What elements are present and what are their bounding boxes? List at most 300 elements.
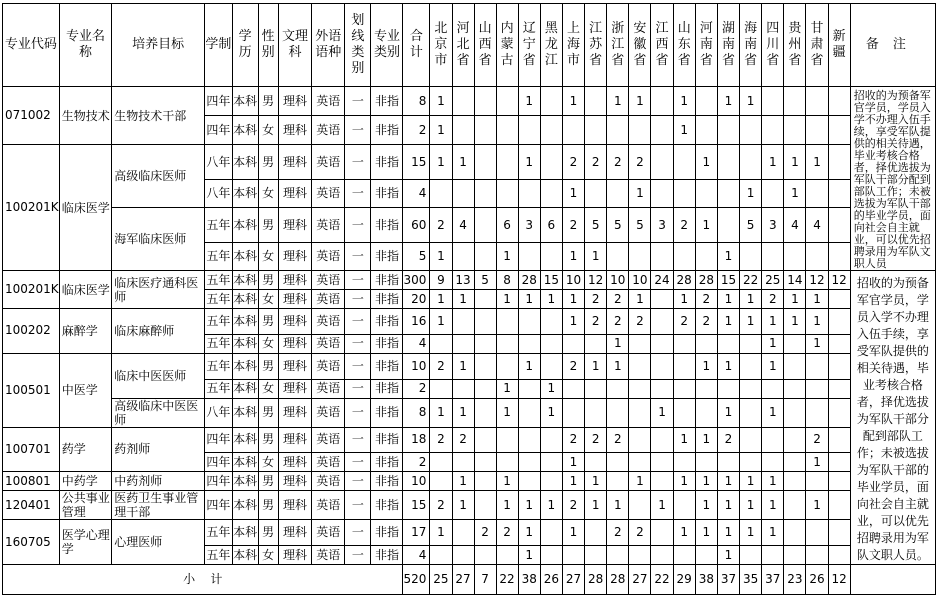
- header-province: 贵州省: [784, 4, 806, 87]
- province-count-cell: 1: [562, 472, 584, 491]
- province-count-cell: 4: [806, 208, 828, 243]
- notes-cell: 招收的为预备军官学员，学员入学不办理入伍手续，享受军队提供的相关待遇，毕业考核合格者，择优选拔为军队干部分配到部队工作；未被选拔为军队干部的毕业学员，面向社会自主就业，可以优先招聘录用为军队文职人员: [850, 87, 935, 271]
- province-count-cell: [496, 546, 518, 565]
- province-count-cell: [651, 520, 673, 546]
- cutoff-cell: 一: [345, 353, 371, 379]
- province-count-cell: [562, 334, 584, 353]
- province-count-cell: 25: [762, 271, 784, 290]
- track-cell: 理科: [278, 453, 312, 472]
- province-count-cell: [651, 334, 673, 353]
- degree-cell: 本科: [232, 87, 258, 116]
- province-count-cell: [806, 180, 828, 208]
- header-province: 河北省: [452, 4, 474, 87]
- province-count-cell: [784, 453, 806, 472]
- province-count-cell: 2: [585, 427, 607, 453]
- province-count-cell: 1: [717, 290, 739, 309]
- province-count-cell: 1: [430, 290, 452, 309]
- province-count-cell: [784, 427, 806, 453]
- track-cell: 理科: [278, 180, 312, 208]
- province-count-cell: [740, 116, 762, 145]
- degree-cell: 本科: [232, 271, 258, 290]
- province-count-cell: 1: [452, 491, 474, 520]
- province-count-cell: 1: [562, 290, 584, 309]
- province-count-cell: [585, 334, 607, 353]
- province-count-cell: [452, 453, 474, 472]
- province-count-cell: [828, 453, 850, 472]
- province-count-cell: [474, 546, 496, 565]
- degree-cell: 本科: [232, 180, 258, 208]
- header-province: 新疆: [828, 4, 850, 87]
- province-count-cell: [540, 243, 562, 271]
- province-count-cell: [474, 379, 496, 398]
- header-cutoff: 划线类别: [345, 4, 371, 87]
- total-cell: 5: [403, 243, 430, 271]
- province-count-cell: [806, 87, 828, 116]
- province-count-cell: [585, 116, 607, 145]
- province-count-cell: [496, 353, 518, 379]
- province-count-cell: [673, 180, 695, 208]
- category-cell: 非指: [371, 208, 403, 243]
- language-cell: 英语: [312, 520, 345, 546]
- province-count-cell: [651, 472, 673, 491]
- header-goal: 培养目标: [112, 4, 205, 87]
- track-cell: 理科: [278, 309, 312, 335]
- subtotal-province-cell: 35: [740, 565, 762, 595]
- province-count-cell: 1: [562, 520, 584, 546]
- cutoff-cell: 一: [345, 87, 371, 116]
- language-cell: 英语: [312, 290, 345, 309]
- province-count-cell: [695, 334, 717, 353]
- length-cell: 四年: [205, 116, 233, 145]
- subtotal-province-cell: 28: [607, 565, 629, 595]
- total-cell: 20: [403, 290, 430, 309]
- table-row: [3, 87, 936, 116]
- province-count-cell: 1: [673, 87, 695, 116]
- province-count-cell: [540, 353, 562, 379]
- table-row: [3, 427, 936, 453]
- province-count-cell: 1: [607, 87, 629, 116]
- subtotal-province-cell: 37: [717, 565, 739, 595]
- header-province: 江苏省: [585, 4, 607, 87]
- province-count-cell: 1: [430, 116, 452, 145]
- province-count-cell: [806, 379, 828, 398]
- category-cell: 非指: [371, 334, 403, 353]
- province-count-cell: 1: [496, 472, 518, 491]
- subtotal-province-cell: 38: [695, 565, 717, 595]
- province-count-cell: [784, 379, 806, 398]
- major-code-cell: 100201K: [3, 271, 60, 309]
- province-count-cell: [607, 546, 629, 565]
- province-count-cell: 1: [430, 309, 452, 335]
- province-count-cell: [717, 116, 739, 145]
- language-cell: 英语: [312, 334, 345, 353]
- province-count-cell: 1: [806, 309, 828, 335]
- province-count-cell: 2: [430, 353, 452, 379]
- training-goal-cell: 中药剂师: [112, 472, 205, 491]
- header-province: 四川省: [762, 4, 784, 87]
- province-count-cell: [828, 472, 850, 491]
- province-count-cell: [828, 491, 850, 520]
- province-count-cell: 1: [740, 290, 762, 309]
- province-count-cell: 24: [651, 271, 673, 290]
- province-count-cell: 1: [740, 180, 762, 208]
- province-count-cell: [585, 453, 607, 472]
- cutoff-cell: 一: [345, 116, 371, 145]
- province-count-cell: 1: [452, 353, 474, 379]
- subtotal-label: 小 计: [3, 565, 403, 595]
- cutoff-cell: 一: [345, 546, 371, 565]
- province-count-cell: 1: [430, 243, 452, 271]
- province-count-cell: [806, 353, 828, 379]
- province-count-cell: 4: [452, 208, 474, 243]
- length-cell: 四年: [205, 491, 233, 520]
- category-cell: 非指: [371, 180, 403, 208]
- category-cell: 非指: [371, 491, 403, 520]
- subtotal-province-cell: 29: [673, 565, 695, 595]
- province-count-cell: 1: [784, 180, 806, 208]
- degree-cell: 本科: [232, 491, 258, 520]
- province-count-cell: [762, 87, 784, 116]
- province-count-cell: 1: [695, 491, 717, 520]
- province-count-cell: [474, 180, 496, 208]
- degree-cell: 本科: [232, 116, 258, 145]
- major-code-cell: 100201K: [3, 145, 60, 271]
- province-count-cell: [585, 520, 607, 546]
- total-cell: 18: [403, 427, 430, 453]
- province-count-cell: 1: [784, 145, 806, 180]
- degree-cell: 本科: [232, 290, 258, 309]
- province-count-cell: [762, 453, 784, 472]
- province-count-cell: [828, 398, 850, 427]
- training-goal-cell: 心理医师: [112, 520, 205, 565]
- province-count-cell: 1: [740, 309, 762, 335]
- table-row: [3, 271, 936, 290]
- province-count-cell: [651, 145, 673, 180]
- province-count-cell: [762, 427, 784, 453]
- track-cell: 理科: [278, 290, 312, 309]
- total-cell: 17: [403, 520, 430, 546]
- province-count-cell: 6: [496, 208, 518, 243]
- province-count-cell: [828, 145, 850, 180]
- province-count-cell: [430, 472, 452, 491]
- subtotal-total-cell: 520: [403, 565, 430, 595]
- province-count-cell: [762, 379, 784, 398]
- gender-cell: 男: [258, 520, 278, 546]
- province-count-cell: 1: [717, 243, 739, 271]
- province-count-cell: 1: [518, 290, 540, 309]
- province-count-cell: 2: [629, 520, 651, 546]
- province-count-cell: [562, 116, 584, 145]
- header-province: 内蒙古: [496, 4, 518, 87]
- province-count-cell: [430, 546, 452, 565]
- length-cell: 四年: [205, 453, 233, 472]
- province-count-cell: 1: [562, 309, 584, 335]
- province-count-cell: 1: [784, 309, 806, 335]
- province-count-cell: [695, 116, 717, 145]
- subtotal-province-cell: 27: [629, 565, 651, 595]
- total-cell: 15: [403, 145, 430, 180]
- province-count-cell: [474, 145, 496, 180]
- cutoff-cell: 一: [345, 491, 371, 520]
- province-count-cell: [828, 546, 850, 565]
- province-count-cell: [474, 353, 496, 379]
- province-count-cell: 2: [430, 208, 452, 243]
- province-count-cell: 1: [629, 472, 651, 491]
- degree-cell: 本科: [232, 427, 258, 453]
- province-count-cell: [540, 334, 562, 353]
- subtotal-row: [3, 565, 936, 595]
- province-count-cell: [496, 180, 518, 208]
- province-count-cell: 2: [695, 309, 717, 335]
- track-cell: 理科: [278, 520, 312, 546]
- province-count-cell: [496, 145, 518, 180]
- province-count-cell: [474, 398, 496, 427]
- language-cell: 英语: [312, 427, 345, 453]
- province-count-cell: 1: [717, 353, 739, 379]
- province-count-cell: [430, 379, 452, 398]
- province-count-cell: [452, 334, 474, 353]
- language-cell: 英语: [312, 453, 345, 472]
- province-count-cell: [695, 398, 717, 427]
- province-count-cell: 1: [540, 379, 562, 398]
- province-count-cell: 2: [607, 145, 629, 180]
- province-count-cell: [496, 116, 518, 145]
- header-province: 山西省: [474, 4, 496, 87]
- language-cell: 英语: [312, 491, 345, 520]
- province-count-cell: 1: [452, 398, 474, 427]
- province-count-cell: 1: [629, 290, 651, 309]
- header-province: 湖南省: [717, 4, 739, 87]
- province-count-cell: 1: [607, 491, 629, 520]
- province-count-cell: 3: [651, 208, 673, 243]
- province-count-cell: [806, 243, 828, 271]
- length-cell: 五年: [205, 379, 233, 398]
- degree-cell: 本科: [232, 309, 258, 335]
- province-count-cell: [629, 334, 651, 353]
- province-count-cell: 2: [806, 427, 828, 453]
- province-count-cell: [496, 334, 518, 353]
- province-count-cell: 5: [585, 208, 607, 243]
- province-count-cell: [540, 87, 562, 116]
- subtotal-province-cell: 25: [430, 565, 452, 595]
- training-goal-cell: 海军临床医师: [112, 208, 205, 271]
- degree-cell: 本科: [232, 398, 258, 427]
- province-count-cell: 1: [562, 453, 584, 472]
- province-count-cell: 1: [717, 491, 739, 520]
- category-cell: 非指: [371, 116, 403, 145]
- province-count-cell: [717, 180, 739, 208]
- gender-cell: 男: [258, 87, 278, 116]
- total-cell: 8: [403, 87, 430, 116]
- province-count-cell: [518, 398, 540, 427]
- province-count-cell: [806, 472, 828, 491]
- province-count-cell: 1: [585, 353, 607, 379]
- province-count-cell: [452, 520, 474, 546]
- degree-cell: 本科: [232, 145, 258, 180]
- province-count-cell: 2: [585, 145, 607, 180]
- track-cell: 理科: [278, 491, 312, 520]
- table-row: [3, 309, 936, 335]
- gender-cell: 女: [258, 180, 278, 208]
- cutoff-cell: 一: [345, 520, 371, 546]
- province-count-cell: [540, 145, 562, 180]
- major-name-cell: 临床医学: [59, 271, 112, 309]
- major-name-cell: 药学: [59, 427, 112, 472]
- province-count-cell: 8: [496, 271, 518, 290]
- province-count-cell: 1: [695, 353, 717, 379]
- province-count-cell: [496, 87, 518, 116]
- province-count-cell: [673, 546, 695, 565]
- province-count-cell: 28: [695, 271, 717, 290]
- province-count-cell: [806, 116, 828, 145]
- province-count-cell: 1: [673, 116, 695, 145]
- province-count-cell: 12: [806, 271, 828, 290]
- province-count-cell: [806, 546, 828, 565]
- province-count-cell: 2: [562, 353, 584, 379]
- province-count-cell: 1: [518, 145, 540, 180]
- province-count-cell: [784, 546, 806, 565]
- track-cell: 理科: [278, 398, 312, 427]
- major-name-cell: 麻醉学: [59, 309, 112, 354]
- province-count-cell: 1: [695, 208, 717, 243]
- category-cell: 非指: [371, 472, 403, 491]
- province-count-cell: [740, 145, 762, 180]
- province-count-cell: [651, 87, 673, 116]
- cutoff-cell: 一: [345, 334, 371, 353]
- total-cell: 10: [403, 353, 430, 379]
- province-count-cell: 1: [762, 520, 784, 546]
- track-cell: 理科: [278, 379, 312, 398]
- track-cell: 理科: [278, 145, 312, 180]
- total-cell: 2: [403, 116, 430, 145]
- subtotal-province-cell: 26: [540, 565, 562, 595]
- track-cell: 理科: [278, 472, 312, 491]
- degree-cell: 本科: [232, 379, 258, 398]
- province-count-cell: 1: [695, 472, 717, 491]
- province-count-cell: 12: [828, 271, 850, 290]
- training-goal-cell: 药剂师: [112, 427, 205, 472]
- province-count-cell: [518, 334, 540, 353]
- gender-cell: 女: [258, 453, 278, 472]
- province-count-cell: 2: [430, 491, 452, 520]
- province-count-cell: [452, 116, 474, 145]
- province-count-cell: [828, 334, 850, 353]
- province-count-cell: 1: [452, 145, 474, 180]
- length-cell: 五年: [205, 334, 233, 353]
- province-count-cell: 1: [717, 546, 739, 565]
- province-count-cell: 1: [496, 491, 518, 520]
- province-count-cell: [695, 87, 717, 116]
- province-count-cell: 5: [629, 208, 651, 243]
- province-count-cell: 2: [717, 427, 739, 453]
- province-count-cell: [651, 290, 673, 309]
- province-count-cell: [651, 546, 673, 565]
- province-count-cell: 1: [585, 472, 607, 491]
- table-row: [3, 353, 936, 379]
- table-row: [3, 145, 936, 180]
- province-count-cell: [828, 379, 850, 398]
- province-count-cell: [629, 116, 651, 145]
- subtotal-notes-cell: [850, 565, 935, 595]
- length-cell: 五年: [205, 309, 233, 335]
- province-count-cell: [430, 180, 452, 208]
- province-count-cell: [452, 87, 474, 116]
- province-count-cell: 9: [430, 271, 452, 290]
- province-count-cell: [673, 145, 695, 180]
- province-count-cell: 15: [717, 271, 739, 290]
- province-count-cell: [562, 379, 584, 398]
- degree-cell: 本科: [232, 546, 258, 565]
- language-cell: 英语: [312, 145, 345, 180]
- province-count-cell: 1: [717, 87, 739, 116]
- category-cell: 非指: [371, 87, 403, 116]
- province-count-cell: [518, 180, 540, 208]
- province-count-cell: 1: [806, 334, 828, 353]
- province-count-cell: [717, 145, 739, 180]
- province-count-cell: [651, 243, 673, 271]
- category-cell: 非指: [371, 145, 403, 180]
- track-cell: 理科: [278, 353, 312, 379]
- language-cell: 英语: [312, 87, 345, 116]
- province-count-cell: 1: [762, 353, 784, 379]
- gender-cell: 男: [258, 271, 278, 290]
- cutoff-cell: 一: [345, 208, 371, 243]
- province-count-cell: 1: [717, 309, 739, 335]
- language-cell: 英语: [312, 398, 345, 427]
- province-count-cell: [784, 87, 806, 116]
- language-cell: 英语: [312, 116, 345, 145]
- province-count-cell: 1: [540, 290, 562, 309]
- province-count-cell: 2: [607, 309, 629, 335]
- province-count-cell: [740, 546, 762, 565]
- province-count-cell: [762, 116, 784, 145]
- province-count-cell: [607, 180, 629, 208]
- province-count-cell: 1: [806, 453, 828, 472]
- province-count-cell: [607, 398, 629, 427]
- province-count-cell: 2: [562, 145, 584, 180]
- header-track: 文理科: [278, 4, 312, 87]
- province-count-cell: 2: [496, 520, 518, 546]
- category-cell: 非指: [371, 453, 403, 472]
- province-count-cell: [673, 353, 695, 379]
- province-count-cell: [474, 427, 496, 453]
- gender-cell: 女: [258, 243, 278, 271]
- province-count-cell: [540, 520, 562, 546]
- major-name-cell: 生物技术: [59, 87, 112, 145]
- major-code-cell: 100202: [3, 309, 60, 354]
- province-count-cell: 1: [717, 520, 739, 546]
- province-count-cell: [740, 427, 762, 453]
- province-count-cell: 2: [562, 491, 584, 520]
- province-count-cell: [607, 243, 629, 271]
- province-count-cell: 2: [762, 290, 784, 309]
- major-code-cell: 100501: [3, 353, 60, 427]
- language-cell: 英语: [312, 379, 345, 398]
- province-count-cell: [740, 379, 762, 398]
- province-count-cell: [784, 243, 806, 271]
- province-count-cell: [452, 243, 474, 271]
- province-count-cell: [474, 472, 496, 491]
- header-total: 合计: [403, 4, 430, 87]
- province-count-cell: [740, 453, 762, 472]
- major-name-cell: 临床医学: [59, 145, 112, 271]
- subtotal-province-cell: 23: [784, 565, 806, 595]
- province-count-cell: [540, 546, 562, 565]
- province-count-cell: [629, 243, 651, 271]
- province-count-cell: 1: [518, 491, 540, 520]
- category-cell: 非指: [371, 271, 403, 290]
- subtotal-province-cell: 12: [828, 565, 850, 595]
